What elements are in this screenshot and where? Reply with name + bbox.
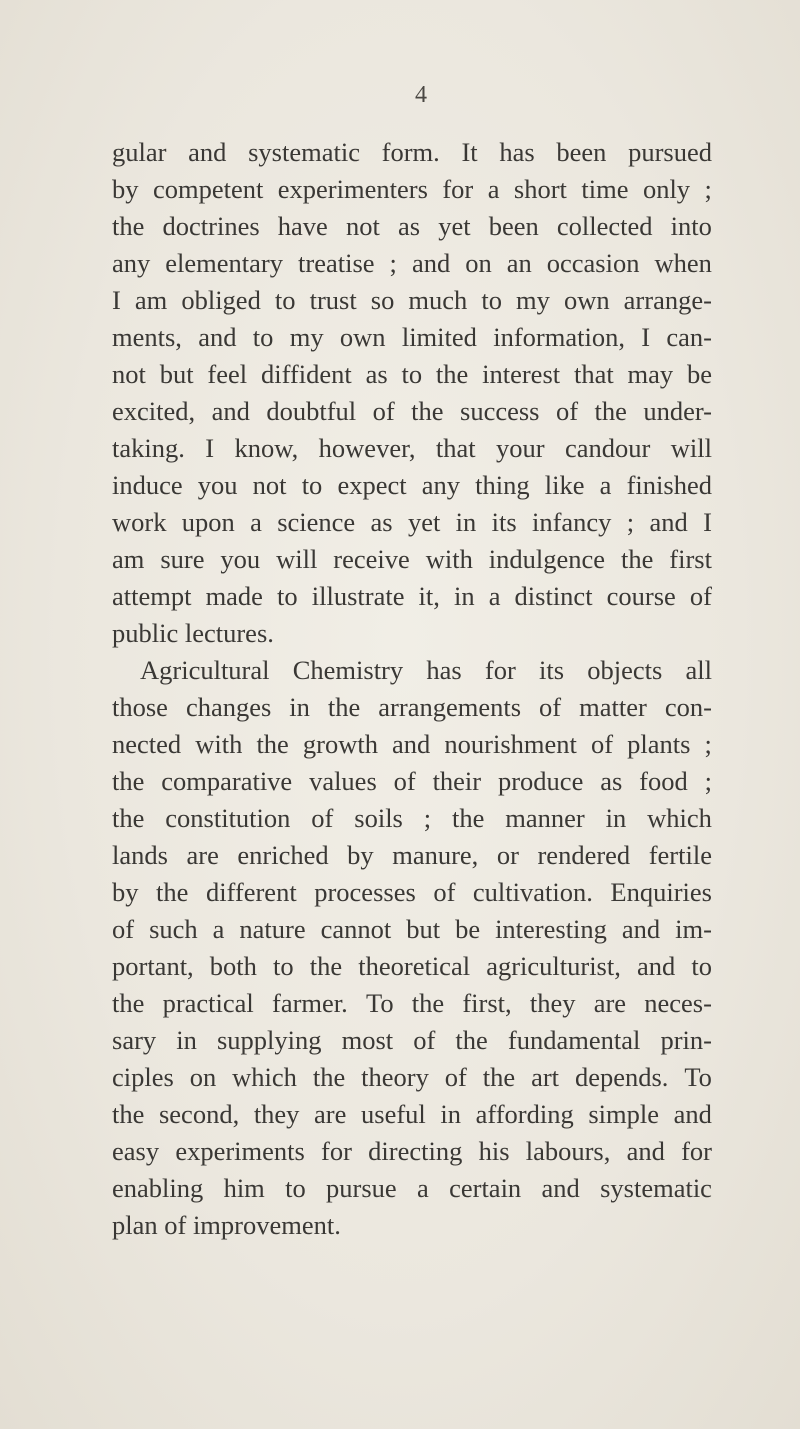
word: farmer. (272, 988, 348, 1018)
word: food (639, 766, 688, 796)
word: and (392, 729, 431, 759)
word: they (529, 988, 576, 1018)
word: competent (152, 174, 264, 204)
word: values (309, 766, 377, 796)
word: certain (449, 1173, 522, 1203)
word: of (444, 1062, 467, 1092)
word: Agricultural (140, 655, 270, 685)
word: its (491, 507, 517, 537)
word: processes (314, 877, 416, 907)
word: yet (407, 507, 441, 537)
word: a (250, 507, 262, 537)
word: induce (112, 470, 183, 500)
word: their (432, 766, 482, 796)
word: comparative (161, 766, 293, 796)
word: It (461, 137, 478, 167)
word: as (397, 211, 421, 241)
word: it, (418, 581, 440, 611)
word: time (581, 174, 629, 204)
word: in (289, 692, 310, 722)
word: cannot (320, 914, 392, 944)
word: the (452, 803, 485, 833)
word: which (647, 803, 712, 833)
word: been (556, 137, 607, 167)
text-line (112, 1096, 712, 1133)
word: will (670, 433, 712, 463)
word: my (289, 322, 324, 352)
text-line (112, 393, 712, 430)
word: am (134, 285, 168, 315)
word: manner (505, 803, 585, 833)
word: a (417, 1173, 429, 1203)
word: expect (337, 470, 407, 500)
word: portant, (112, 951, 194, 981)
word: are (186, 840, 219, 870)
word: pursue (326, 1173, 397, 1203)
word: interest (482, 359, 561, 389)
word: own (563, 285, 610, 315)
text-line (112, 874, 712, 911)
word: work (112, 507, 167, 537)
text-line (112, 208, 712, 245)
word: pursued (628, 137, 712, 167)
word: affording (475, 1099, 574, 1129)
word: and (673, 1099, 712, 1129)
word: not (345, 211, 380, 241)
word: neces- (644, 988, 712, 1018)
word: am (112, 544, 145, 574)
word: distinct (514, 581, 593, 611)
word: by (112, 877, 139, 907)
word: for (484, 655, 516, 685)
word: to (277, 581, 298, 611)
word: ; (423, 803, 432, 833)
word: experimenters (277, 174, 428, 204)
word: will (276, 544, 318, 574)
word: trust (309, 285, 357, 315)
word: of (311, 803, 334, 833)
text-line (112, 319, 712, 356)
word: to (252, 322, 274, 352)
word: doubtful (266, 396, 357, 426)
word: of (393, 766, 416, 796)
text-line (112, 800, 712, 837)
word: or (496, 840, 519, 870)
word: information, (493, 322, 625, 352)
text-line (112, 578, 712, 615)
word: by (347, 840, 374, 870)
word: been (488, 211, 539, 241)
word: of (590, 729, 614, 759)
word: easy (112, 1136, 160, 1166)
word: of (413, 1025, 436, 1055)
text-line (112, 134, 712, 171)
word: the (594, 396, 627, 426)
word: when (654, 248, 712, 278)
word: soils (354, 803, 403, 833)
word: yet (438, 211, 471, 241)
word: a (487, 174, 500, 204)
word: any (421, 470, 461, 500)
word: of (689, 581, 712, 611)
word: in (440, 1099, 462, 1129)
word: and (626, 1136, 665, 1166)
word: collected (556, 211, 653, 241)
word: made (205, 581, 263, 611)
word: excited, (112, 396, 196, 426)
word: systematic (248, 137, 360, 167)
word: with (195, 729, 243, 759)
word: as (600, 766, 623, 796)
text-line (112, 726, 712, 763)
word: short (513, 174, 567, 204)
text-line (112, 467, 712, 504)
text-line: public lectures. (112, 618, 274, 648)
word: prin- (660, 1025, 712, 1055)
word: Enquiries (610, 877, 712, 907)
word: nourishment (444, 729, 577, 759)
word: directing (368, 1136, 463, 1166)
word: you (197, 470, 238, 500)
word: different (205, 877, 297, 907)
word: indulgence (488, 544, 606, 574)
word: systematic (600, 1173, 712, 1203)
word: into (670, 211, 712, 241)
word: the (112, 211, 145, 241)
word: cultivation. (472, 877, 593, 907)
word: Chemistry (292, 655, 404, 685)
word: to (273, 951, 294, 981)
text-line (112, 837, 712, 874)
word: on (465, 248, 492, 278)
word: only (642, 174, 691, 204)
word: a (599, 470, 612, 500)
word: like (544, 470, 585, 500)
word: be (686, 359, 712, 389)
word: enriched (237, 840, 329, 870)
word: doctrines (162, 211, 260, 241)
word: and (188, 137, 227, 167)
word: simple (588, 1099, 660, 1129)
word: the (455, 1025, 488, 1055)
text-line (112, 985, 712, 1022)
word: its (538, 655, 565, 685)
word: nature (239, 914, 306, 944)
word: for (321, 1136, 352, 1166)
word: of (433, 877, 456, 907)
word: to (481, 285, 502, 315)
text-line (112, 652, 712, 689)
word: course (606, 581, 676, 611)
word: so (370, 285, 395, 315)
word: candour (564, 433, 651, 463)
word: much (408, 285, 468, 315)
word: elementary (165, 248, 283, 278)
word: arrange- (623, 285, 712, 315)
word: science (277, 507, 356, 537)
word: as (365, 359, 388, 389)
word: they (253, 1099, 300, 1129)
word: that (573, 359, 614, 389)
word: upon (181, 507, 235, 537)
word: may (627, 359, 674, 389)
word: for (442, 174, 474, 204)
word: ; (389, 248, 397, 278)
word: of (555, 396, 579, 426)
word: objects (587, 655, 663, 685)
word: occasion (546, 248, 640, 278)
word: ciples (112, 1062, 174, 1092)
word: the (312, 1062, 346, 1092)
word: diffident (260, 359, 352, 389)
word: but (159, 359, 194, 389)
word: growth (302, 729, 378, 759)
text-line (112, 1170, 712, 1207)
word: the (620, 544, 654, 574)
word: the (327, 692, 361, 722)
word: most (341, 1025, 394, 1055)
word: To (684, 1062, 712, 1092)
text-line (112, 689, 712, 726)
word: con- (664, 692, 712, 722)
word: any (112, 248, 151, 278)
word: of (539, 692, 562, 722)
word: by (112, 174, 139, 204)
word: in (455, 507, 477, 537)
word: theoretical (358, 951, 471, 981)
text-line (112, 1059, 712, 1096)
word: treatise (298, 248, 375, 278)
word: feel (207, 359, 248, 389)
word: changes (185, 692, 272, 722)
word: own (339, 322, 386, 352)
word: your (496, 433, 545, 463)
word: the (256, 729, 289, 759)
word: the (112, 803, 145, 833)
word: and (636, 951, 676, 981)
word: those (112, 692, 168, 722)
word: such (149, 914, 198, 944)
word: the (112, 988, 145, 1018)
word: be (455, 914, 481, 944)
text-line (112, 356, 712, 393)
word: with (425, 544, 473, 574)
word: the (156, 877, 189, 907)
word: and (411, 248, 451, 278)
word: interesting (495, 914, 607, 944)
word: and (198, 322, 237, 352)
word: plants (627, 729, 691, 759)
word: finished (626, 470, 712, 500)
word: im- (675, 914, 712, 944)
word: I (703, 507, 712, 537)
word: for (681, 1136, 712, 1166)
word: thing (475, 470, 530, 500)
word: and (541, 1173, 580, 1203)
word: supplying (216, 1025, 322, 1055)
word: To (365, 988, 394, 1018)
word: to (274, 285, 296, 315)
word: I (112, 285, 121, 315)
text-line: plan of improvement. (112, 1210, 341, 1240)
word: ; (704, 729, 712, 759)
word: I (641, 322, 651, 352)
word: to (285, 1173, 306, 1203)
word: both (209, 951, 257, 981)
word: can- (666, 322, 712, 352)
word: rendered (537, 840, 631, 870)
page-number: 4 (415, 82, 427, 108)
word: ; (704, 174, 712, 204)
word: the (112, 766, 145, 796)
text-line (112, 430, 712, 467)
word: enabling (112, 1173, 204, 1203)
word: a (488, 581, 501, 611)
word: lands (112, 840, 168, 870)
word: obliged (181, 285, 261, 315)
word: infancy (531, 507, 612, 537)
word: fundamental (507, 1025, 641, 1055)
word: has (499, 137, 535, 167)
word: not (112, 359, 146, 389)
word: in (453, 581, 475, 611)
word: taking. (112, 433, 185, 463)
text-line (112, 1022, 712, 1059)
word: ments, (112, 322, 182, 352)
word: first, (462, 988, 512, 1018)
word: illustrate (311, 581, 405, 611)
word: labours, (525, 1136, 611, 1166)
word: the (309, 951, 343, 981)
word: second, (158, 1099, 240, 1129)
word: are (593, 988, 627, 1018)
word: sary (112, 1025, 157, 1055)
word: receive (333, 544, 410, 574)
word: my (516, 285, 550, 315)
text-line (112, 171, 712, 208)
word: I (205, 433, 215, 463)
word: agriculturist, (486, 951, 621, 981)
text-line (112, 1133, 712, 1170)
word: have (277, 211, 328, 241)
word: the (112, 1099, 145, 1129)
word: sure (160, 544, 205, 574)
word: an (506, 248, 532, 278)
word: useful (361, 1099, 426, 1129)
word: produce (497, 766, 584, 796)
word: the (435, 359, 469, 389)
word: that (435, 433, 476, 463)
word: the (411, 988, 445, 1018)
text-line (112, 504, 712, 541)
word: ; (626, 507, 635, 537)
word: success (460, 396, 540, 426)
word: his (478, 1136, 510, 1166)
word: practical (162, 988, 254, 1018)
word: all (685, 655, 712, 685)
word: and (211, 396, 250, 426)
word: as (370, 507, 393, 537)
word: but (406, 914, 441, 944)
text-line (112, 763, 712, 800)
word: which (232, 1062, 297, 1092)
word: to (401, 359, 423, 389)
word: manure, (392, 840, 479, 870)
word: arrangements (378, 692, 522, 722)
word: theory (361, 1062, 429, 1092)
word: him (223, 1173, 265, 1203)
text-line (112, 948, 712, 985)
word: the (482, 1062, 516, 1092)
word: however, (318, 433, 416, 463)
word: form. (381, 137, 440, 167)
word: know, (234, 433, 299, 463)
word: you (220, 544, 261, 574)
word: on (189, 1062, 217, 1092)
word: first (669, 544, 712, 574)
word: a (212, 914, 225, 944)
text-line (112, 282, 712, 319)
word: nected (112, 729, 182, 759)
text-line (112, 541, 712, 578)
text-line (112, 911, 712, 948)
word: not (252, 470, 287, 500)
word: under- (643, 396, 712, 426)
text-line (112, 245, 712, 282)
word: in (176, 1025, 197, 1055)
word: depends. (574, 1062, 669, 1092)
word: matter (579, 692, 647, 722)
word: has (426, 655, 462, 685)
body-text (112, 134, 712, 1244)
word: the (411, 396, 444, 426)
word: to (691, 951, 712, 981)
word: are (314, 1099, 347, 1129)
word: art (531, 1062, 560, 1092)
word: constitution (165, 803, 291, 833)
word: limited (401, 322, 477, 352)
word: and (621, 914, 661, 944)
word: and (649, 507, 688, 537)
word: to (301, 470, 323, 500)
word: of (112, 914, 135, 944)
word: gular (112, 137, 167, 167)
word: in (605, 803, 627, 833)
word: ; (704, 766, 712, 796)
word: experiments (175, 1136, 305, 1166)
word: attempt (112, 581, 192, 611)
word: of (372, 396, 395, 426)
word: fertile (648, 840, 712, 870)
